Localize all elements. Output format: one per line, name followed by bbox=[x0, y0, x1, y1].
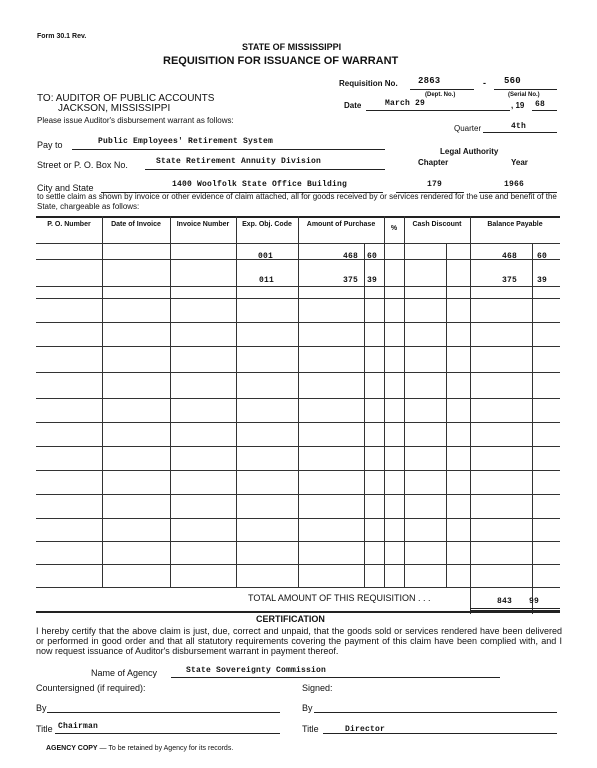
col-header-amount-purchase: Amount of Purchase bbox=[306, 221, 376, 228]
total-cents: 99 bbox=[529, 597, 540, 606]
table-row bbox=[36, 422, 560, 423]
col-divider bbox=[404, 216, 405, 588]
row1-amount-dollars: 468 bbox=[343, 252, 359, 261]
title-left-value: Chairman bbox=[58, 722, 99, 731]
table-bottom-rule bbox=[36, 611, 560, 613]
chapter-label: Chapter bbox=[418, 158, 449, 167]
agency-copy-note: — To be retained by Agency for its records. bbox=[97, 745, 234, 752]
please-issue-text: Please issue Auditor's disbursement warrant as follows: bbox=[37, 116, 234, 125]
row1-balance-dollars: 468 bbox=[502, 252, 518, 261]
table-row bbox=[36, 564, 560, 565]
street-value: State Retirement Annuity Division bbox=[156, 157, 322, 166]
col-header-balance-payable: Balance Payable bbox=[487, 221, 543, 228]
pay-to-label: Pay to bbox=[37, 140, 63, 150]
by-label-right: By bbox=[302, 703, 313, 713]
col-header-date-invoice: Date of Invoice bbox=[111, 221, 161, 228]
row1-exp-code: 001 bbox=[258, 252, 274, 261]
date-line bbox=[366, 110, 510, 111]
col-header-exp-obj-code: Exp. Obj. Code bbox=[242, 221, 292, 228]
col-divider bbox=[384, 216, 385, 588]
row2-amount-dollars: 375 bbox=[343, 276, 359, 285]
document-title: REQUISITION FOR ISSUANCE OF WARRANT bbox=[163, 55, 399, 67]
col-divider bbox=[298, 216, 299, 588]
requisition-dash: - bbox=[483, 78, 486, 88]
total-dollars: 843 bbox=[497, 597, 513, 606]
by-label-left: By bbox=[36, 703, 47, 713]
col-header-percent: % bbox=[390, 225, 398, 232]
quarter-label: Quarter bbox=[454, 124, 482, 133]
date-year-line bbox=[532, 110, 557, 111]
agency-label: Name of Agency bbox=[91, 668, 158, 678]
certification-text: I hereby certify that the above claim is just, due, correct and unpaid, that the goods sold or services rendered have been delivered or performed in good order and that all statutory requirements covering the payment of this claim have been complied with, and I now request issuance of Auditor's disbursement warrant in payment thereof. bbox=[36, 626, 562, 656]
table-row bbox=[36, 446, 560, 447]
col-divider bbox=[170, 216, 171, 588]
quarter-line bbox=[483, 132, 557, 133]
requisition-serial-no: 560 bbox=[504, 76, 521, 86]
requisition-dept-no: 2863 bbox=[418, 76, 441, 86]
dept-no-caption: (Dept. No.) bbox=[425, 92, 456, 98]
pay-to-value: Public Employees' Retirement System bbox=[98, 137, 274, 146]
by-line-left bbox=[47, 712, 280, 713]
row2-balance-dollars: 375 bbox=[502, 276, 518, 285]
col-header-cash-discount: Cash Discount bbox=[412, 221, 462, 228]
street-label: Street or P. O. Box No. bbox=[37, 160, 128, 170]
countersigned-label: Countersigned (if required): bbox=[36, 683, 146, 693]
col-header-invoice-number: Invoice Number bbox=[176, 221, 230, 228]
certification-title: CERTIFICATION bbox=[256, 614, 325, 624]
col-divider bbox=[236, 216, 237, 588]
agency-line bbox=[171, 677, 500, 678]
serial-no-caption: (Serial No.) bbox=[508, 92, 540, 98]
row2-exp-code: 011 bbox=[259, 276, 275, 285]
title-label-right: Title bbox=[302, 724, 319, 734]
table-row bbox=[36, 398, 560, 399]
title-right-value: Director bbox=[345, 725, 386, 734]
requisition-label: Requisition No. bbox=[339, 79, 398, 88]
row1-amount-cents: 60 bbox=[367, 252, 378, 261]
table-row bbox=[36, 286, 560, 287]
state-title: STATE OF MISSISSIPPI bbox=[242, 42, 342, 52]
to-auditor-line2: JACKSON, MISSISSIPPI bbox=[58, 103, 171, 114]
cents-divider bbox=[364, 243, 365, 588]
chapter-value: 179 bbox=[427, 180, 443, 189]
agency-value: State Sovereignty Commission bbox=[186, 666, 327, 675]
cents-divider bbox=[446, 243, 447, 588]
legal-authority-label: Legal Authority bbox=[440, 147, 499, 156]
total-label: TOTAL AMOUNT OF THIS REQUISITION . . . bbox=[248, 593, 431, 603]
title-line-left bbox=[55, 733, 280, 734]
row2-balance-cents: 39 bbox=[537, 276, 548, 285]
dept-no-line bbox=[410, 89, 474, 90]
serial-no-line bbox=[494, 89, 557, 90]
form-number: Form 30.1 Rev. bbox=[37, 33, 87, 40]
table-row bbox=[36, 259, 560, 260]
by-line-right bbox=[314, 712, 557, 713]
title-label-left: Title bbox=[36, 724, 53, 734]
row2-amount-cents: 39 bbox=[367, 276, 378, 285]
table-row bbox=[36, 298, 560, 299]
signed-label: Signed: bbox=[302, 683, 333, 693]
table-row bbox=[36, 372, 560, 373]
table-row bbox=[36, 541, 560, 542]
agency-copy-footer bbox=[46, 745, 233, 752]
year-label: Year bbox=[511, 158, 528, 167]
date-year-suffix: 68 bbox=[535, 100, 546, 109]
date-year-prefix: , 19 bbox=[511, 101, 525, 110]
agency-copy-label: AGENCY COPY bbox=[46, 745, 98, 752]
settle-claim-text: to settle claim as shown by invoice or other evidence of claim attached, all for goods received by or services rendered for the use and benefit of the State, chargeable as follows: bbox=[37, 192, 557, 211]
table-row bbox=[36, 470, 560, 471]
date-label: Date bbox=[344, 101, 362, 110]
quarter-value: 4th bbox=[511, 122, 527, 131]
table-row bbox=[36, 346, 560, 347]
col-divider bbox=[102, 216, 103, 588]
title-line-right bbox=[323, 733, 557, 734]
city-label: City and State bbox=[37, 183, 94, 193]
table-row bbox=[36, 587, 560, 588]
table-row bbox=[36, 518, 560, 519]
table-row bbox=[36, 322, 560, 323]
year-value: 1966 bbox=[504, 180, 525, 189]
date-value: March 29 bbox=[385, 99, 426, 108]
col-divider bbox=[470, 216, 471, 614]
pay-to-line bbox=[72, 149, 385, 150]
col-header-po: P. O. Number bbox=[47, 221, 91, 228]
table-row bbox=[36, 494, 560, 495]
street-line bbox=[145, 169, 385, 170]
row1-balance-cents: 60 bbox=[537, 252, 548, 261]
city-value: 1400 Woolfolk State Office Building bbox=[172, 180, 348, 189]
to-auditor-line1: TO: AUDITOR OF PUBLIC ACCOUNTS bbox=[37, 93, 215, 104]
